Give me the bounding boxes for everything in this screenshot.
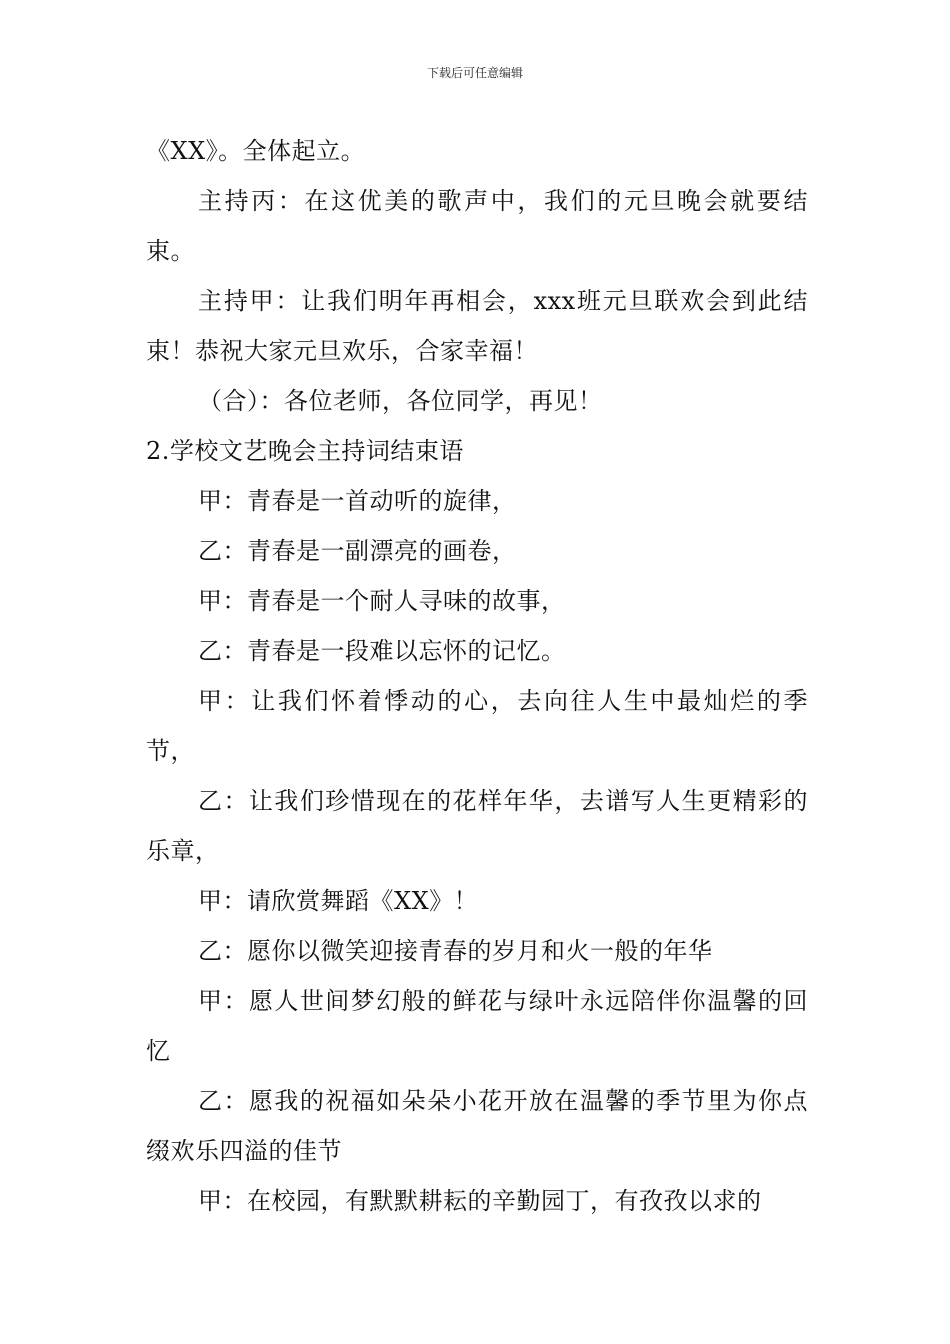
paragraph: 甲：青春是一首动听的旋律， (198, 487, 517, 515)
page-header: 下载后可任意编辑 (426, 66, 523, 80)
paragraph: 甲：青春是一个耐人寻味的故事， (198, 587, 566, 615)
paragraph: （合）：各位老师，各位同学，再见！ (198, 387, 603, 415)
paragraph: 乙：让我们珍惜现在的花样年华，去谱写人生更精彩的乐章， (146, 787, 808, 865)
document-body (146, 126, 808, 1226)
paragraph: 甲：让我们怀着悸动的心，去向往人生中最灿烂的季节， (146, 687, 808, 765)
paragraph: 主持甲：让我们明年再相会，xxx班元旦联欢会到此结束！恭祝大家元旦欢乐，合家幸福！ (146, 287, 808, 365)
paragraph: 甲：在校园，有默默耕耘的辛勤园丁，有孜孜以求的 (198, 1187, 762, 1215)
paragraph: 乙：青春是一副漂亮的画卷， (198, 537, 517, 565)
paragraph: 甲：请欣赏舞蹈《XX》！ (198, 887, 479, 915)
paragraph: 甲：愿人世间梦幻般的鲜花与绿叶永远陪伴你温馨的回忆 (146, 987, 808, 1065)
paragraph: 主持丙：在这优美的歌声中，我们的元旦晚会就要结束。 (146, 187, 808, 265)
section-heading: 2.学校文艺晚会主持词结束语 (146, 437, 464, 465)
paragraph: 乙：愿你以微笑迎接青春的岁月和火一般的年华 (198, 937, 713, 965)
paragraph: 乙：愿我的祝福如朵朵小花开放在温馨的季节里为你点缀欢乐四溢的佳节 (146, 1087, 808, 1165)
paragraph: 《XX》。全体起立。 (146, 137, 366, 165)
paragraph: 乙：青春是一段难以忘怀的记忆。 (198, 637, 566, 665)
